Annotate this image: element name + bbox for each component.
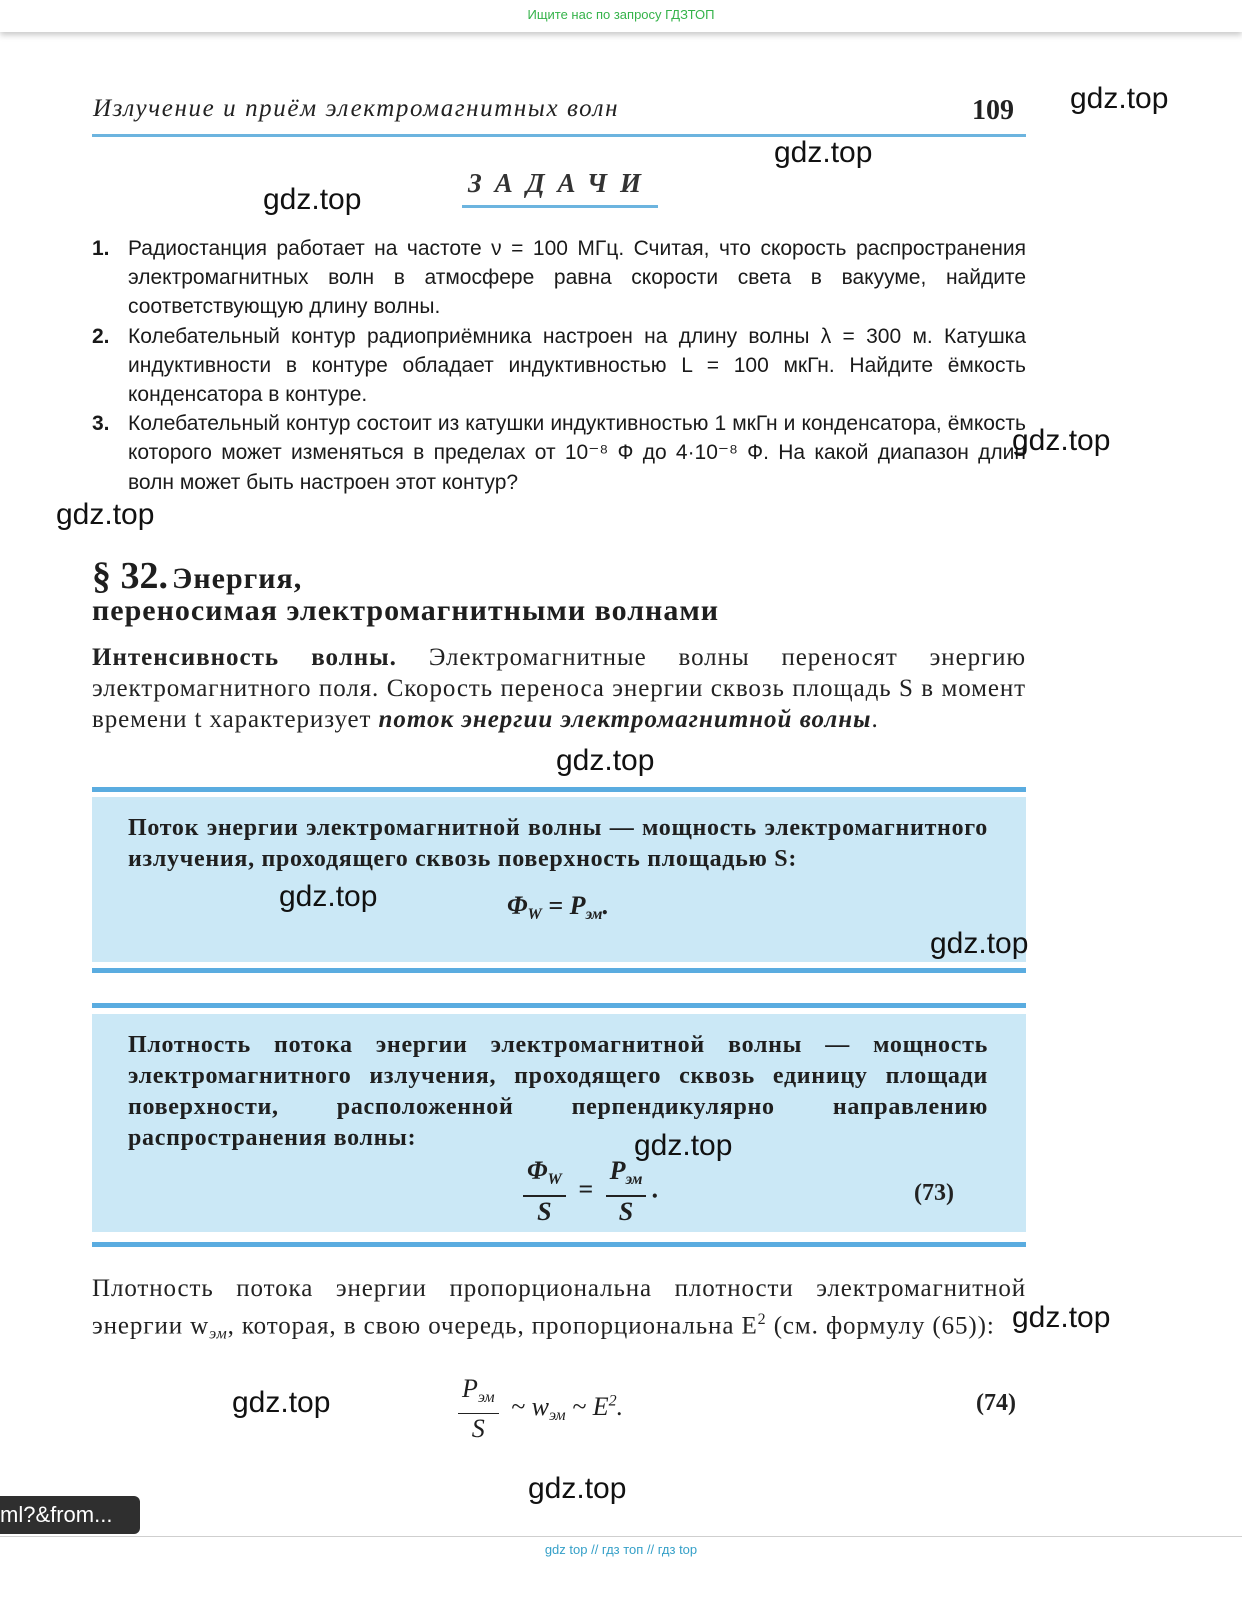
page-number: 109 [972, 95, 1014, 126]
density-text3: (см. формулу (65)): [766, 1312, 995, 1340]
equation-number-74: (74) [976, 1390, 1016, 1416]
frac-num: Φ [527, 1156, 548, 1185]
frac-den: S [618, 1197, 634, 1226]
formula-power: P [569, 891, 586, 920]
box1-top-rule [92, 787, 1026, 792]
proportional-sign: ~ [572, 1391, 587, 1421]
density-text2: , которая, в свою очередь, пропорциональна E [227, 1312, 758, 1340]
watermark: gdz.top [1012, 424, 1111, 457]
task-item [92, 322, 1026, 410]
proportional-sign: ~ [511, 1391, 526, 1421]
density-sup: 2 [757, 1311, 767, 1328]
box2-definition-text: Плотность потока энергии электромагнитной волны — мощность электромагнитного излучения, проходящего сквозь единицу площади поверхности, расположенной перпендикулярно направлению распространения волны: [128, 1032, 988, 1151]
header-divider [92, 134, 1026, 137]
intensity-text: Электромагнитные волны переносят энергию электромагнитного поля. Скорость переноса энергии сквозь площадь S в момент времени t характеризует [92, 644, 1026, 733]
fraction-power-over-area [606, 1158, 647, 1225]
section-title-line1: Энергия, [172, 562, 303, 595]
task-text: Радиостанция работает на частоте ν = 100 МГц. Считая, что скорость распространения электромагнитных волн в атмосфере равна скорости света в вакууме, найдите соответствующую длину волны. [128, 237, 1026, 319]
fraction-flux-over-area [523, 1158, 566, 1225]
formula-end: . [602, 891, 609, 920]
watermark: gdz.top [774, 136, 873, 169]
task-item [92, 234, 1026, 322]
density-paragraph [92, 1273, 1026, 1349]
intensity-end: . [871, 706, 879, 733]
frac-num-sub: эм [625, 1171, 643, 1188]
formula-equals: = [548, 891, 564, 920]
footer-divider [0, 1536, 1242, 1537]
tasks-heading: ЗАДАЧИ [467, 168, 655, 198]
frac-num-sub: W [547, 1171, 562, 1188]
fraction-power-over-area [458, 1376, 499, 1442]
task-text: Колебательный контур состоит из катушки индуктивностью 1 мкГн и конденсатора, ёмкость которого может изменяться в пределах от 10⁻⁸ Ф до 4·10⁻⁸ Ф. На какой диапазон длин волн может быть настроен этот контур? [128, 412, 1026, 494]
footer-links[interactable]: gdz top // гдз топ // гдз top [544, 1542, 698, 1557]
formula-end: . [616, 1391, 624, 1421]
field-strength: E [592, 1391, 609, 1421]
field-strength-sup: 2 [608, 1392, 617, 1410]
formula-equals: = [578, 1174, 594, 1204]
task-number: 1. [92, 237, 110, 260]
task-text: Колебательный контур радиоприёмника настроен на длину волны λ = 300 м. Катушка индуктивности в контуре обладает индуктивностью L = 100 мкГн. Найдите ёмкость конденсатора в контуре. [128, 324, 1026, 407]
watermark: gdz.top [232, 1386, 331, 1419]
formula-phi-sub: W [527, 906, 542, 923]
watermark: gdz.top [528, 1472, 627, 1505]
formula-power-sub: эм [585, 906, 603, 923]
watermark: gdz.top [634, 1129, 733, 1162]
intensity-paragraph [92, 642, 1026, 735]
watermark: gdz.top [1012, 1301, 1111, 1334]
frac-num-sub: эм [477, 1389, 495, 1406]
watermark: gdz.top [279, 880, 378, 913]
top-banner-text: Ищите нас по запросу ГДЗТОП [527, 7, 715, 22]
running-header-title: Излучение и приём электромагнитных волн [93, 95, 620, 122]
formula-phi: Φ [507, 891, 528, 920]
box1-formula [128, 891, 988, 924]
watermark: gdz.top [556, 744, 655, 777]
frac-num: P [609, 1156, 626, 1185]
box2-bottom-rule [92, 1242, 1026, 1247]
intensity-italic-term: поток энергии электромагнитной волны [378, 706, 872, 733]
frac-num: P [462, 1374, 478, 1403]
watermark: gdz.top [930, 927, 1029, 960]
energy-density-sub: эм [548, 1406, 566, 1424]
box2-top-rule [92, 1003, 1026, 1008]
intensity-term: Интенсивность волны. [92, 644, 397, 671]
section-number: § 32. [92, 555, 168, 597]
definition-box-flux-density [92, 1014, 1026, 1232]
frac-den: S [471, 1414, 485, 1443]
frac-den: S [537, 1197, 552, 1226]
tasks-heading-underline [462, 205, 658, 208]
formula-end: . [652, 1174, 659, 1204]
task-item [92, 409, 1026, 497]
task-number: 3. [92, 412, 110, 436]
energy-density: w [531, 1391, 549, 1421]
watermark: gdz.top [263, 183, 362, 216]
tasks-list [92, 234, 1026, 497]
formula-74 [452, 1376, 623, 1442]
section-title [92, 554, 719, 628]
box1-bottom-rule [92, 968, 1026, 973]
box2-formula [128, 1158, 988, 1225]
density-sub: эм [209, 1325, 228, 1343]
task-number: 2. [92, 324, 110, 348]
watermark: gdz.top [1070, 82, 1169, 115]
equation-number-73: (73) [914, 1180, 954, 1206]
box1-definition-text: Поток энергии электромагнитной волны — мощность электромагнитного излучения, проходящего сквозь поверхность площадью S: [128, 815, 988, 872]
definition-box-flux [92, 797, 1029, 962]
watermark: gdz.top [56, 498, 155, 531]
density-text: Плотность потока энергии пропорциональна плотности электромагнитной энергии w [92, 1275, 1026, 1340]
url-preview-pill[interactable]: ml?&from... [0, 1496, 140, 1534]
section-title-line2: переносимая электромагнитными волнами [92, 594, 720, 627]
